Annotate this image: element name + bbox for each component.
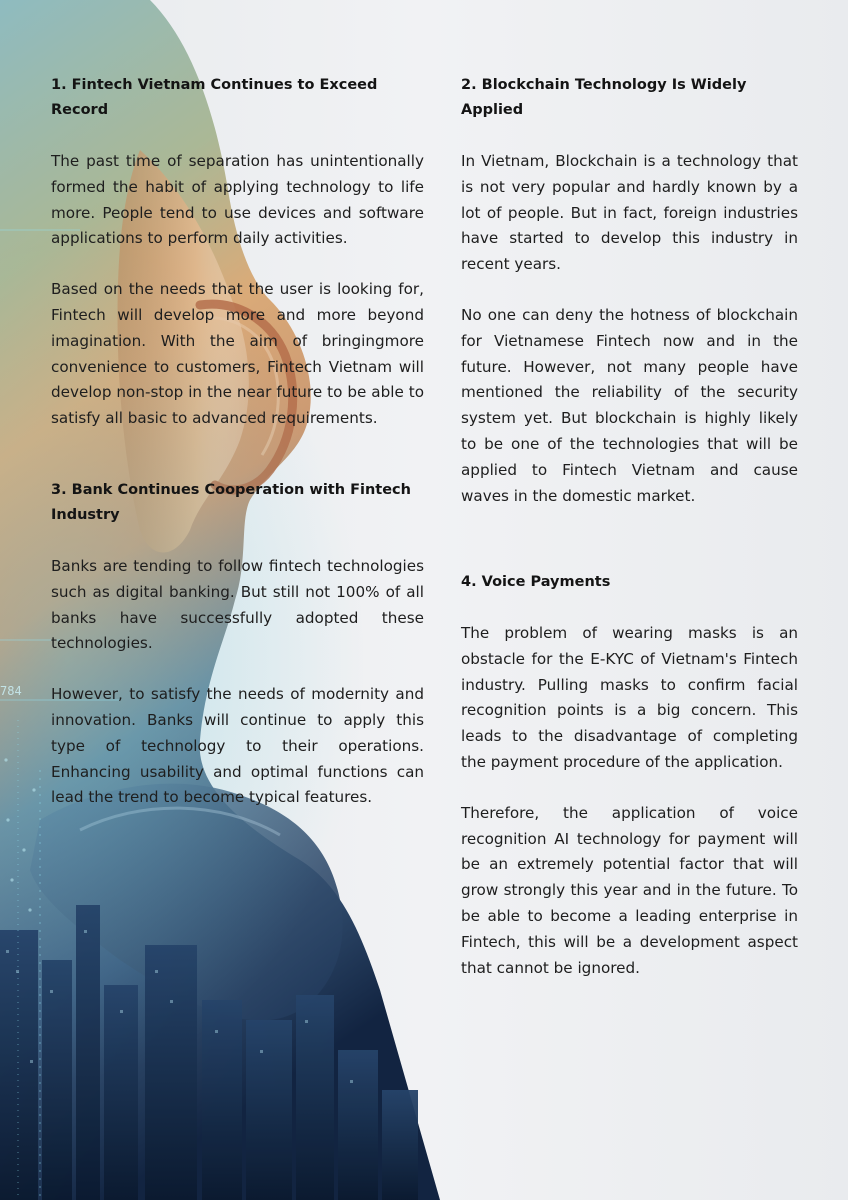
section-paragraph: In Vietnam, Blockchain is a technology that is not very popular and hardly known by a lot of people. But in fact, foreign industries have started to develop this industry in recent years. xyxy=(461,152,798,274)
section-title: 1. Fintech Vietnam Continues to Exceed Record xyxy=(51,77,378,118)
section-bank-cooperation xyxy=(51,478,424,811)
section-paragraph: The problem of wearing masks is an obstacle for the E-KYC of Vietnam's Fintech industry. Pulling masks to confirm facial recognition points is a big concern. This leads to the disadvantage of completing the payment procedure of the application. xyxy=(461,624,798,771)
section-paragraph: Based on the needs that the user is looking for, Fintech will develop more and more beyond imagination. With the aim of bringingmore convenience to customers, Fintech Vietnam will develop non-stop in the near future to be able to satisfy all basic to advanced requirements. xyxy=(51,280,424,428)
section-paragraph: Banks are tending to follow fintech technologies such as digital banking. But still not 100% of all banks have successfully adopted these technologies. xyxy=(51,557,424,653)
section-title: 2. Blockchain Technology Is Widely Applied xyxy=(461,77,747,118)
section-title: 4. Voice Payments xyxy=(461,574,611,590)
section-paragraph: However, to satisfy the needs of modernity and innovation. Banks will continue to apply this type of technology to their operations. Enhancing usability and optimal functions can lead the trend to become typical features. xyxy=(51,685,424,807)
section-voice-payments xyxy=(461,570,798,981)
hud-number: 784 xyxy=(0,684,22,698)
section-blockchain xyxy=(461,73,798,509)
section-paragraph: The past time of separation has unintentionally formed the habit of applying technology to life more. People tend to use devices and software applications to perform daily activities. xyxy=(51,152,424,248)
section-title: 3. Bank Continues Cooperation with Fintech Industry xyxy=(51,482,411,523)
section-paragraph: No one can deny the hotness of blockchain for Vietnamese Fintech now and in the future. However, not many people have mentioned the reliability of the security system yet. But blockchain is highly likely to be one of the technologies that will be applied to Fintech Vietnam and cause waves in the domestic market. xyxy=(461,305,798,505)
section-fintech-record xyxy=(51,73,424,432)
section-paragraph: Therefore, the application of voice recognition AI technology for payment will be an extremely potential factor that will grow strongly this year and in the future. To be able to become a leading enterprise in Fintech, this will be a development aspect that cannot be ignored. xyxy=(461,803,798,977)
